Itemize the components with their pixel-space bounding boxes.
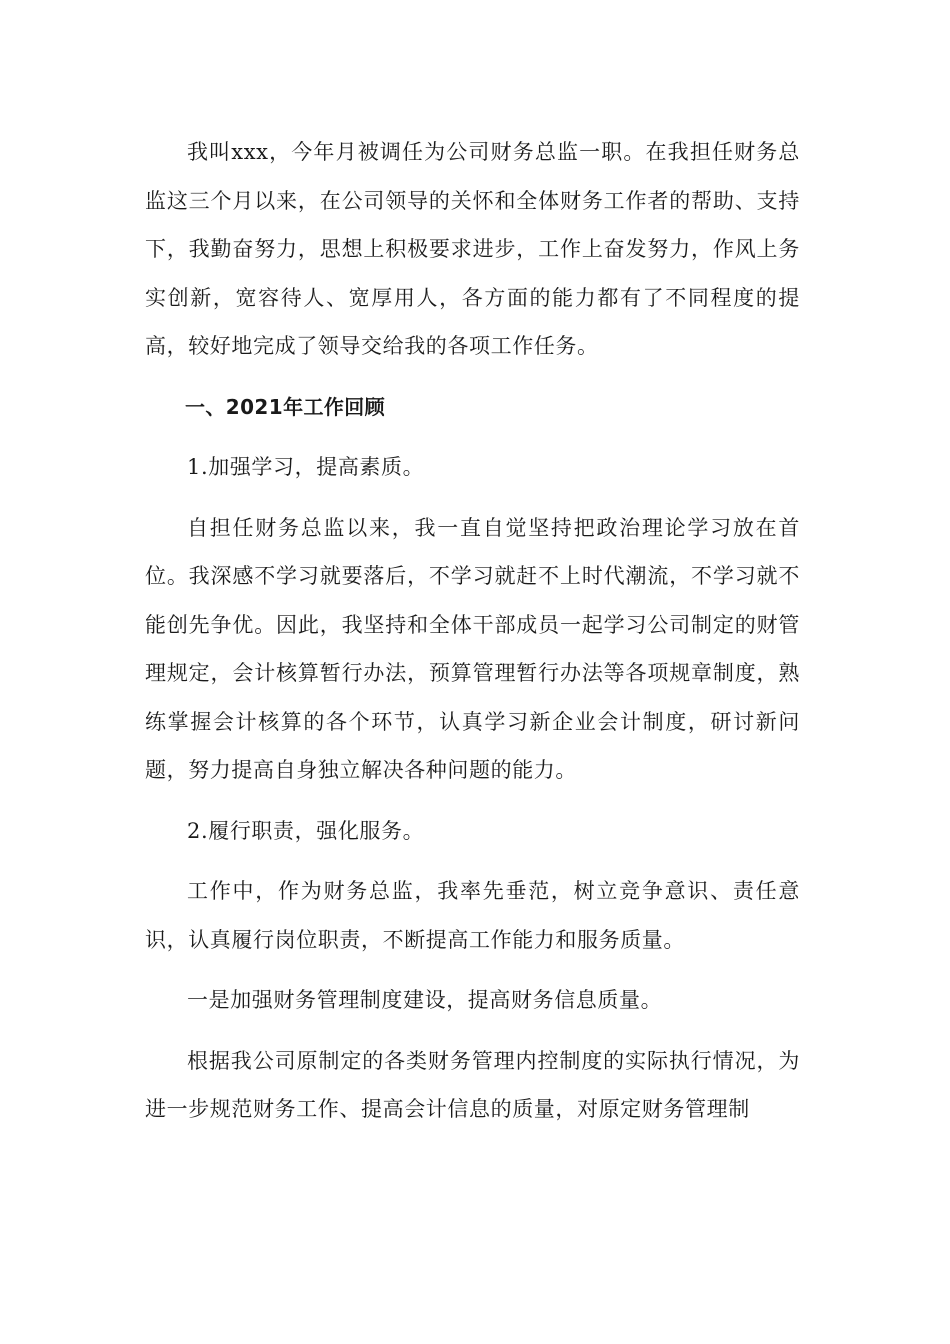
intro-paragraph: 我叫xxx，今年月被调任为公司财务总监一职。在我担任财务总监这三个月以来，在公司领导的关怀和全体财务工作者的帮助、支持下，我勤奋努力，思想上积极要求进步，工作上奋发努力，作风上务实创新，宽容待人、宽厚用人，各方面的能力都有了不同程度的提高，较好地完成了领导交给我的各项工作任务。 [145, 140, 800, 358]
document-body [145, 128, 800, 1134]
item-2-title: 2.履行职责，强化服务。 [187, 818, 425, 843]
section-heading-work-review: 一、2021年工作回顾 [185, 394, 386, 419]
point-1-title: 一是加强财务管理制度建设，提高财务信息质量。 [187, 988, 663, 1012]
point-1-body: 根据我公司原制定的各类财务管理内控制度的实际执行情况，为进一步规范财务工作、提高会计信息的质量，对原定财务管理制 [145, 1048, 800, 1121]
item-1-body: 自担任财务总监以来，我一直自觉坚持把政治理论学习放在首位。我深感不学习就要落后，不学习就赶不上时代潮流，不学习就不能创先争优。因此，我坚持和全体干部成员一起学习公司制定的财管理规定，会计核算暂行办法，预算管理暂行办法等各项规章制度，熟练掌握会计核算的各个环节，认真学习新企业会计制度，研讨新问题，努力提高自身独立解决各种问题的能力。 [145, 515, 800, 782]
item-1-title: 1.加强学习，提高素质。 [187, 455, 425, 479]
item-2-body: 工作中，作为财务总监，我率先垂范，树立竞争意识、责任意识，认真履行岗位职责，不断提高工作能力和服务质量。 [145, 879, 800, 952]
